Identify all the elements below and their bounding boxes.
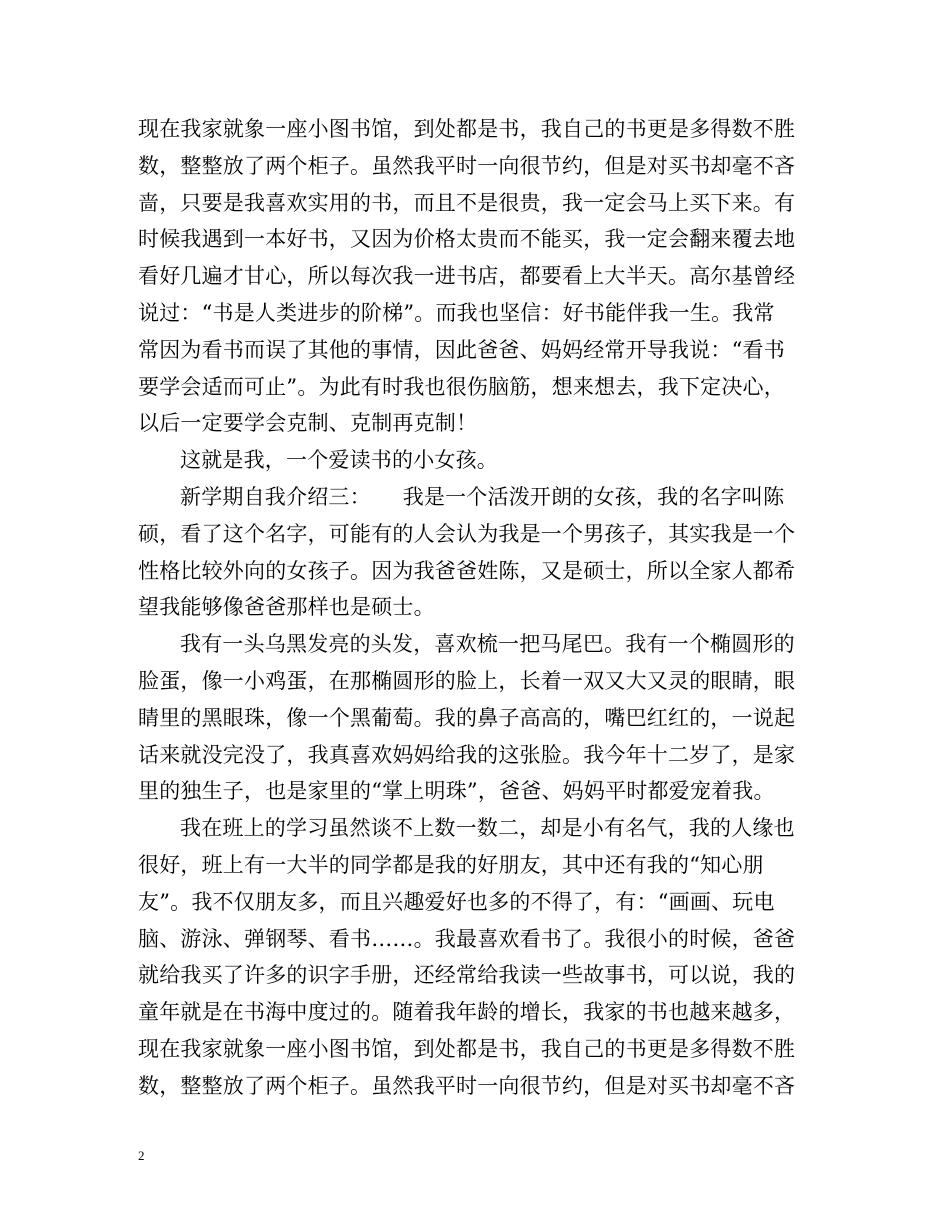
text-line: 数，整整放了两个柜子。虽然我平时一向很节约，但是对买书却毫不吝 — [138, 1073, 796, 1098]
text-line: 硕，看了这个名字，可能有的人会认为我是一个男孩子，其实我是一个 — [138, 521, 796, 546]
text-line: 数，整整放了两个柜子。虽然我平时一向很节约，但是对买书却毫不吝 — [138, 153, 796, 178]
text-line: 现在我家就象一座小图书馆，到处都是书，我自己的书更是多得数不胜 — [138, 1036, 796, 1061]
text-line: 要学会适而可止”。为此有时我也很伤脑筋，想来想去，我下定决心， — [138, 374, 785, 399]
text-line: 里的独生子，也是家里的“掌上明珠”，爸爸、妈妈平时都爱宠着我。 — [138, 779, 775, 804]
paragraph-first-line: 这就是我，一个爱读书的小女孩。 — [180, 448, 498, 473]
text-line: 友”。我不仅朋友多，而且兴趣爱好也多的不得了，有：“画画、玩电 — [138, 889, 775, 914]
paragraph-first-line: 我有一头乌黑发亮的头发，喜欢梳一把马尾巴。我有一个椭圆形的 — [180, 632, 795, 657]
text-line: 看好几遍才甘心，所以每次我一进书店，都要看上大半天。高尔基曾经 — [138, 264, 796, 289]
text-line: 很好，班上有一大半的同学都是我的好朋友，其中还有我的“知心朋 — [138, 852, 764, 877]
text-line: 脑、游泳、弹钢琴、看书……。我最喜欢看书了。我很小的时候，爸爸 — [138, 926, 796, 951]
text-line: 脸蛋，像一小鸡蛋，在那椭圆形的脸上，长着一双又大又灵的眼睛，眼 — [138, 668, 796, 693]
body-text — [138, 111, 818, 1105]
text-line: 说过：“书是人类进步的阶梯”。而我也坚信：好书能伴我一生。我常 — [138, 300, 775, 325]
text-line: 话来就没完没了，我真喜欢妈妈给我的这张脸。我今年十二岁了，是家 — [138, 742, 796, 767]
page-number: 2 — [138, 1148, 145, 1163]
text-line: 童年就是在书海中度过的。随着我年龄的增长，我家的书也越来越多， — [138, 1000, 796, 1025]
text-line: 现在我家就象一座小图书馆，到处都是书，我自己的书更是多得数不胜 — [138, 117, 796, 141]
paragraph-first-line: 我在班上的学习虽然谈不上数一数二，却是小有名气，我的人缘也 — [180, 816, 795, 841]
text-line: 时候我遇到一本好书，又因为价格太贵而不能买，我一定会翻来覆去地 — [138, 227, 796, 252]
text-line: 睛里的黑眼珠，像一个黑葡萄。我的鼻子高高的，嘴巴红红的，一说起 — [138, 705, 796, 730]
text-line: 常因为看书而误了其他的事情，因此爸爸、妈妈经常开导我说：“看书 — [138, 337, 785, 362]
text-line: 性格比较外向的女孩子。因为我爸爸姓陈，又是硕士，所以全家人都希 — [138, 558, 796, 583]
text-line: 就给我买了许多的识字手册，还经常给我读一些故事书，可以说，我的 — [138, 963, 796, 988]
text-line: 啬，只要是我喜欢实用的书，而且不是很贵，我一定会马上买下来。有 — [138, 190, 796, 215]
paragraph-first-line: 新学期自我介绍三： 我是一个活泼开朗的女孩，我的名字叫陈 — [180, 484, 785, 509]
text-line: 望我能够像爸爸那样也是硕士。 — [138, 595, 435, 620]
text-line: 以后一定要学会克制、克制再克制！ — [138, 411, 478, 436]
